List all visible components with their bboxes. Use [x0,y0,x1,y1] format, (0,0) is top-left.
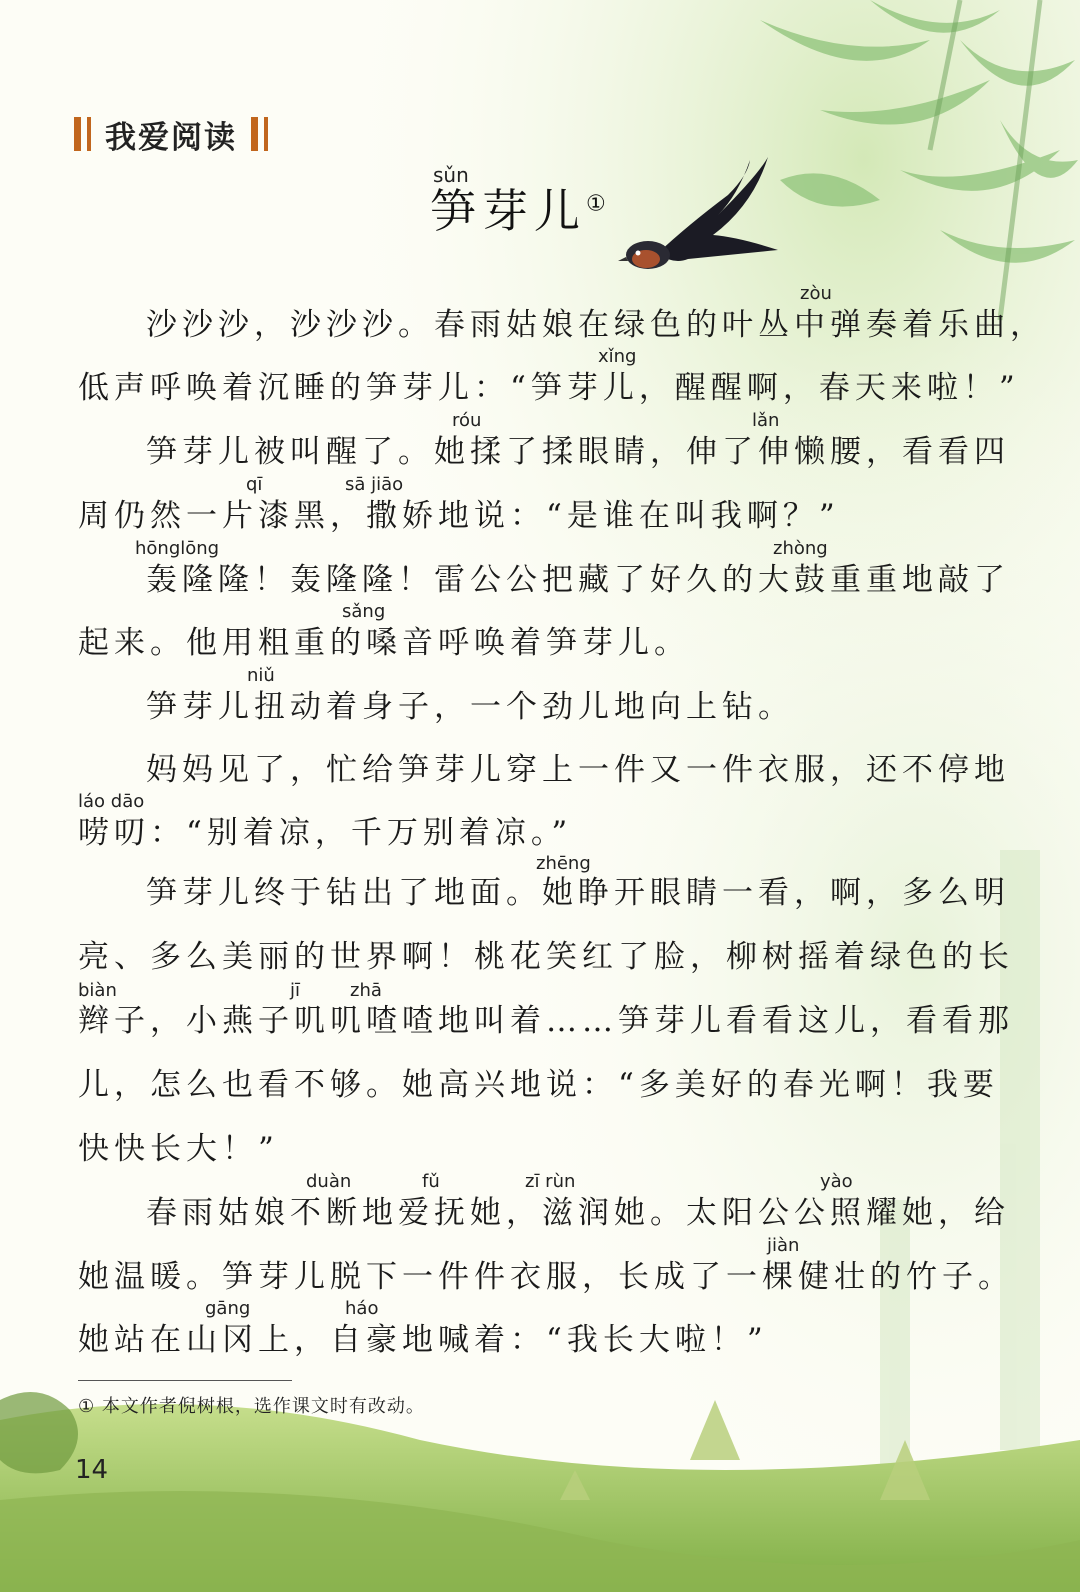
text-line-11: 亮、多么美丽的世界啊！桃花笑红了脸，柳树摇着绿色的长 [78,939,1014,975]
footnote-divider [78,1380,292,1381]
text-line-1: 沙沙沙，沙沙沙。春雨姑娘在绿色的叶丛中弹奏着乐曲， [146,307,1046,343]
pinyin-sajiao: sā jiāo [345,474,404,495]
pinyin-rou: róu [452,410,482,431]
text-line-8: 妈妈见了，忙给笋芽儿穿上一件又一件衣服，还不停地 [146,752,1010,788]
pinyin-lan: lǎn [752,410,780,431]
section-label-text: 我爱阅读 [105,119,237,156]
pinyin-honglong: hōnglōng [135,538,220,559]
text-line-10: 笋芽儿终于钻出了地面。她睁开眼睛一看，啊，多么明 [146,875,1010,911]
title-pinyin: sǔn [433,163,469,187]
pinyin-jian: jiàn [767,1235,800,1256]
text-line-13: 儿，怎么也看不够。她高兴地说：“多美好的春光啊！我要 [78,1067,999,1103]
pinyin-sang: sǎng [342,601,386,622]
text-line-2: 低声呼唤着沉睡的笋芽儿：“笋芽儿，醒醒啊，春天来啦！” [78,370,1020,406]
swallow-illustration [618,155,788,285]
text-line-12: 辫子，小燕子叽叽喳喳地叫着……笋芽儿看看这儿，看看那 [78,1003,1014,1039]
pinyin-zhong: zhòng [773,538,828,559]
accent-bar-left [74,117,81,151]
page-number: 14 [75,1455,109,1485]
text-line-15: 春雨姑娘不断地爱抚她，滋润她。太阳公公照耀她，给 [146,1195,1010,1231]
text-line-5: 轰隆隆！轰隆隆！雷公公把藏了好久的大鼓重重地敲了 [146,562,1010,598]
pinyin-bian: biàn [78,980,117,1001]
pinyin-qi: qī [246,474,263,495]
pinyin-zou: zòu [800,283,832,304]
pinyin-duan: duàn [306,1171,352,1192]
pinyin-zha: zhā [350,980,382,1001]
text-line-3: 笋芽儿被叫醒了。她揉了揉眼睛，伸了伸懒腰，看看四 [146,434,1010,470]
title-text: 笋芽儿 [430,184,586,238]
pinyin-gang: gāng [205,1298,251,1319]
pinyin-zheng: zhēng [536,853,591,874]
pinyin-hao: háo [345,1298,379,1319]
text-line-16: 她温暖。笋芽儿脱下一件件衣服，长成了一棵健壮的竹子。 [78,1259,1014,1295]
pinyin-ji: jī [290,980,301,1001]
pinyin-zirun: zī rùn [525,1171,576,1192]
page-title [430,163,606,241]
pinyin-yao: yào [820,1171,853,1192]
text-line-4: 周仍然一片漆黑，撒娇地说：“是谁在叫我啊？” [78,498,840,534]
pinyin-niu: niǔ [247,665,275,686]
text-line-9: 唠叨：“别着凉，千万别着凉。” [78,815,573,851]
accent-bar-right [251,117,258,151]
footnote: ① 本文作者倪树根，选作课文时有改动。 [78,1396,425,1417]
text-line-7: 笋芽儿扭动着身子，一个劲儿地向上钻。 [146,689,794,725]
pinyin-xing: xǐng [598,346,637,367]
accent-bar-right-thin [264,117,268,151]
text-line-6: 起来。他用粗重的嗓音呼唤着笋芽儿。 [78,625,690,661]
section-label [74,114,268,154]
text-line-14: 快快长大！” [78,1131,279,1167]
text-line-17: 她站在山冈上，自豪地喊着：“我长大啦！” [78,1322,768,1358]
pinyin-fu: fǔ [422,1171,440,1192]
title-footnote-mark: ① [586,191,606,217]
accent-bar-left-thin [87,117,91,151]
pinyin-laodao: láo dāo [78,791,145,812]
